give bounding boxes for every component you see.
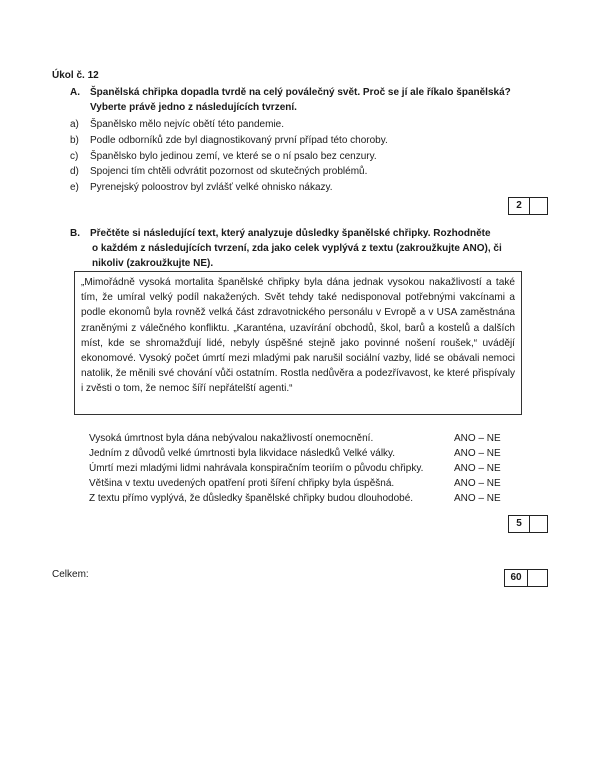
section-a-question-line2: Vyberte právě jedno z následujících tvrzení. <box>90 102 297 113</box>
section-a-question-line1: Španělská chřipka dopadla tvrdě na celý poválečný svět. Proč se jí ale říkalo španělská? <box>90 87 511 98</box>
total-label: Celkem: <box>52 569 89 580</box>
statement-4: Většina v textu uvedených opatření proti šíření chřipky byla úspěšná. <box>89 478 395 489</box>
section-b-question-line3: nikoliv (zakroužkujte NE). <box>92 258 214 269</box>
section-a-letter: A. <box>70 87 80 98</box>
answer-choice-1[interactable]: ANO – NE <box>454 433 501 444</box>
section-a-score-field[interactable] <box>530 198 547 214</box>
source-passage: „Mimořádně vysoká mortalita španělské chřipky byla dána jednak vysokou nakažlivostí a také tím, že umíral velký podíl nakažených. Svět tehdy také nedisponoval potřebnými vakcínami a podle ekonomů byla rovněž velká část zdravotnického personálu v Evropě a v USA zaměstnána zraněnými z válečného konfliktu. „Karanténa, uzavírání obchodů, škol, barů a kostelů a dalších míst, kde se shromažďují lidé, nebyly úspěšné stejně jako povinné nošení roušek,“ uvádějí ekonomové. Vysoký počet úmrtí mezi mladými pak narušil sociální vazby, lidé se obávali nemoci natolik, že měnili své chování vůči ostatním. Rostla nedůvěra a podezřívavost, ke které přispívaly i zvěsti o tom, že nemoc šíří nepřátelští agenti.“ <box>74 271 522 415</box>
section-a-score-box <box>508 197 548 215</box>
option-text-c[interactable]: Španělsko bylo jedinou zemí, ve které se o ní psalo bez cenzury. <box>90 151 377 162</box>
section-b-score-field[interactable] <box>530 516 547 532</box>
section-b-score-value: 5 <box>509 516 530 532</box>
section-b-question <box>90 226 530 271</box>
statement-5: Z textu přímo vyplývá, že důsledky španělské chřipky budou dlouhodobé. <box>89 493 414 504</box>
option-letter-b: b) <box>70 135 79 146</box>
statement-2: Jedním z důvodů velké úmrtnosti byla likvidace následků Velké války. <box>89 448 396 459</box>
answer-choice-3[interactable]: ANO – NE <box>454 463 501 474</box>
option-text-b[interactable]: Podle odborníků zde byl diagnostikovaný první případ této choroby. <box>90 135 388 146</box>
option-text-d[interactable]: Spojenci tím chtěli odvrátit pozornost od skutečných problémů. <box>90 166 368 177</box>
section-a-score-value: 2 <box>509 198 530 214</box>
section-b-letter: B. <box>70 228 80 239</box>
total-score-box <box>504 569 548 587</box>
option-letter-e: e) <box>70 182 79 193</box>
answer-choice-4[interactable]: ANO – NE <box>454 478 501 489</box>
statement-1: Vysoká úmrtnost byla dána nebývalou nakažlivostí onemocnění. <box>89 433 374 444</box>
answer-choice-2[interactable]: ANO – NE <box>454 448 501 459</box>
option-text-a[interactable]: Španělsko mělo nejvíc obětí této pandemie. <box>90 119 285 130</box>
option-letter-c: c) <box>70 151 79 162</box>
section-b-score-box <box>508 515 548 533</box>
statement-3: Úmrtí mezi mladými lidmi nahrávala konspiračním teoriím o původu chřipky. <box>89 463 424 474</box>
section-b-question-line1: Přečtěte si následující text, který analyzuje důsledky španělské chřipky. Rozhodněte <box>90 228 491 239</box>
option-letter-d: d) <box>70 166 79 177</box>
option-letter-a: a) <box>70 119 79 130</box>
task-title: Úkol č. 12 <box>52 70 99 81</box>
answer-choice-5[interactable]: ANO – NE <box>454 493 501 504</box>
option-text-e[interactable]: Pyrenejský poloostrov byl zvlášť velké ohnisko nákazy. <box>90 182 333 193</box>
section-b-question-line2: o každém z následujících tvrzení, zda jako celek vyplývá z textu (zakroužkujte ANO), či <box>92 243 502 254</box>
total-score-value: 60 <box>505 570 528 586</box>
section-a-question <box>90 85 530 115</box>
total-score-field[interactable] <box>528 570 547 586</box>
